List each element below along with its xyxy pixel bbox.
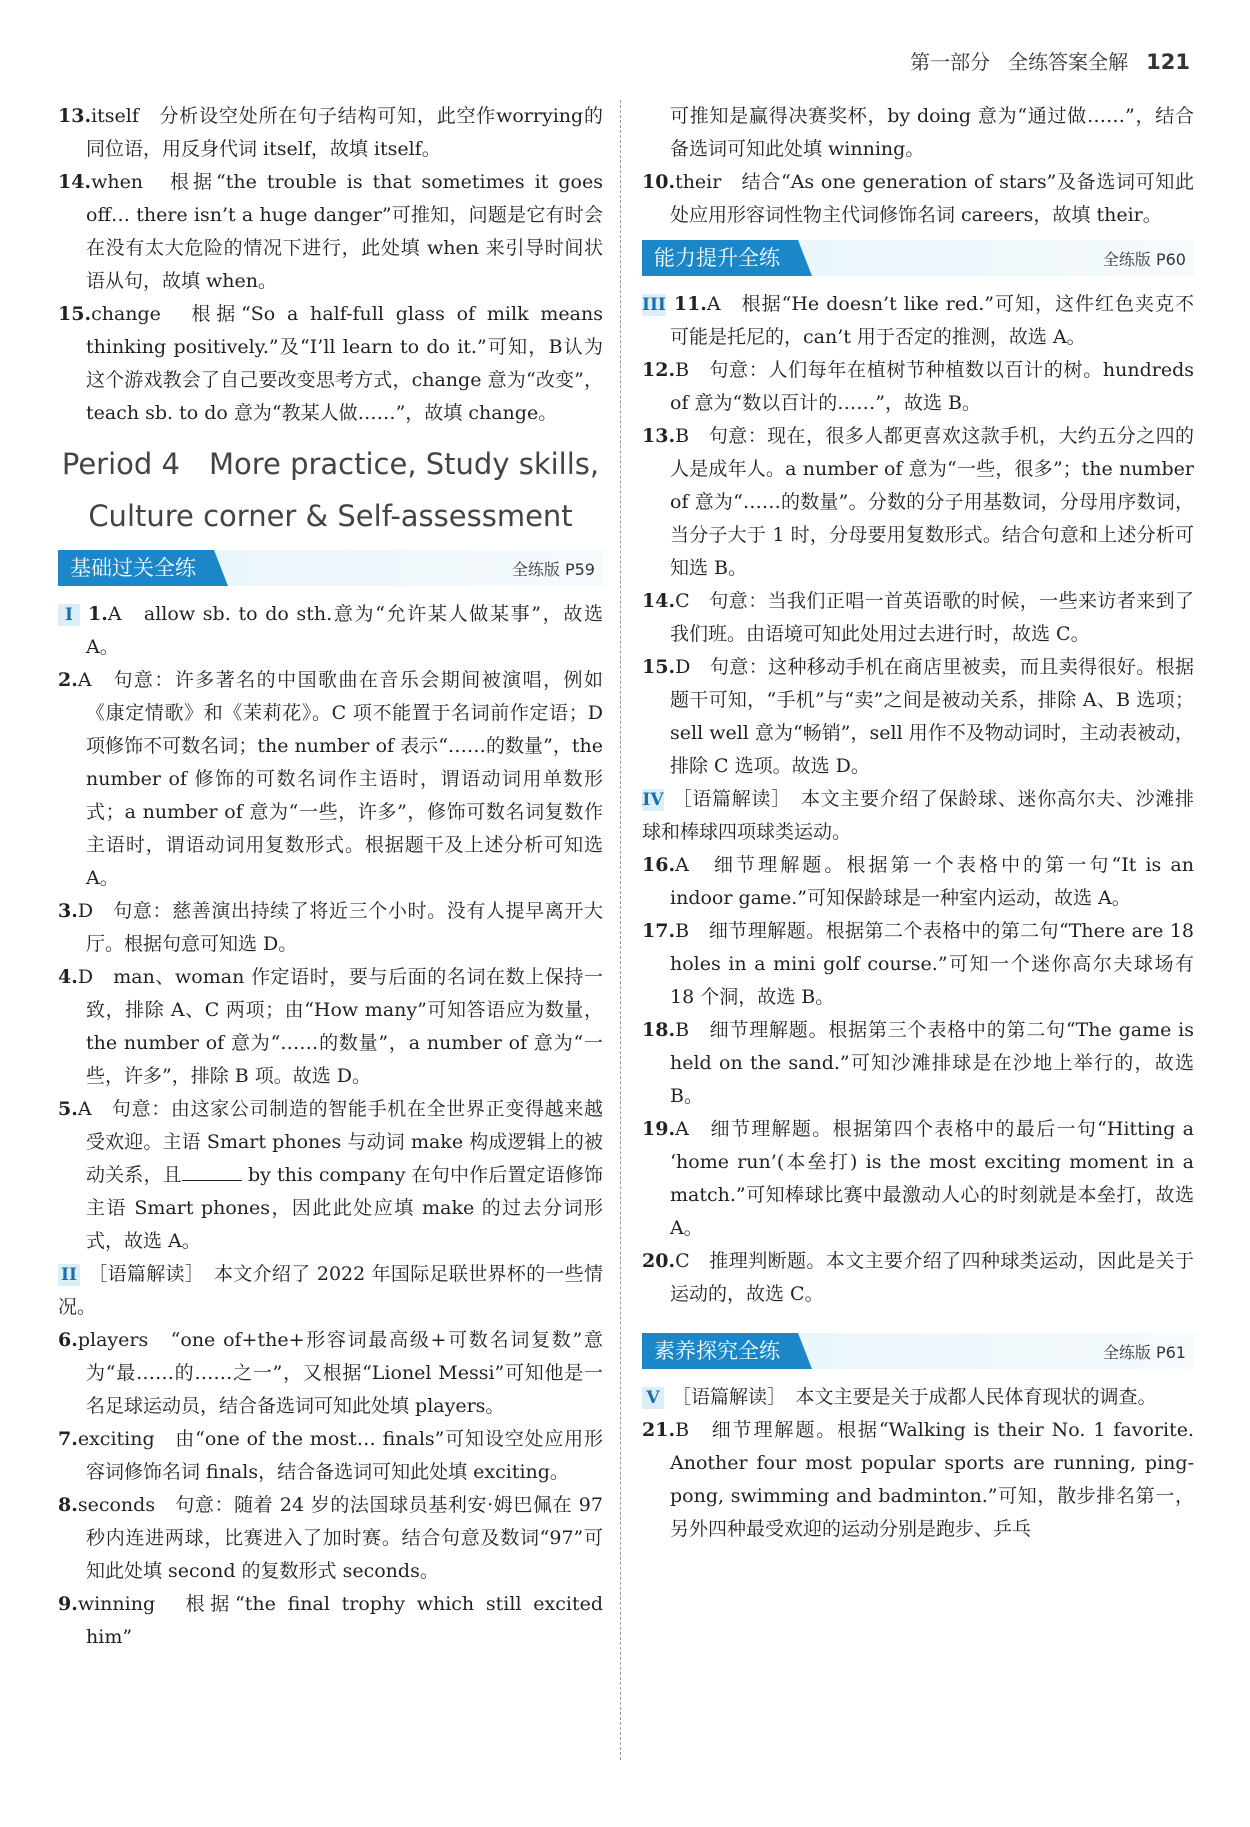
answer-15: 15.change 根据“So a half-full glass of milk means thinking positively.”及“I’ll learn to do it.”可知，B认为这个游戏教会了自己要改变思考方式，change 意为“改变”，teach sb. to do 意为“教某人做……”，故填 change。 xyxy=(58,303,603,424)
column-divider xyxy=(620,100,621,1760)
roman-numeral-badge: III xyxy=(642,295,666,315)
answer-21: 21.B 细节理解题。根据“Walking is their No. 1 favorite. Another four most popular sports are running, ping-pong, swimming and badminton.”可知，散步排名第一，另外四种最受欢迎的运动分别是跑步、乒乓 xyxy=(642,1419,1194,1540)
section-label: 基础过关全练 xyxy=(58,550,214,586)
reading-note-2: II ［语篇解读］ 本文介绍了 2022 年国际足联世界杯的一些情况。 xyxy=(58,1263,603,1318)
roman-numeral-badge: V xyxy=(642,1387,664,1409)
answer-19: 19.A 细节理解题。根据第四个表格中的最后一句“Hitting a ‘home run’(本垒打) is the most exciting moment in a match.”可知棒球比赛中最激动人心的时刻就是本垒打，故选 A。 xyxy=(642,1118,1194,1239)
answer-20: 20.C 推理判断题。本文主要介绍了四种球类运动，因此是关于运动的，故选 C。 xyxy=(642,1250,1194,1305)
period-title-line1: Period 4 More practice, Study skills, xyxy=(61,447,600,481)
section-ref: 全练版 P59 xyxy=(511,559,595,579)
section-banner-basic xyxy=(58,550,603,586)
answer-2: 2.A 句意：许多著名的中国歌曲在音乐会期间被演唱，例如《康定情歌》和《茉莉花》。C 项不能置于名词前作定语；D 项修饰不可数名词；the number of 表示“……的数量”，the number of 修饰的可数名词作主语时，谓语动词用单数形式；a number of 意为“一些，许多”，修饰可数名词复数作主语时，谓语动词用复数形式。根据题干及上述分析可知选 A。 xyxy=(58,669,603,889)
header-part: 第一部分 xyxy=(910,50,991,74)
answer-14b: 14.C 句意：当我们正唱一首英语歌的时候，一些来访者来到了我们班。由语境可知此处用过去进行时，故选 C。 xyxy=(642,590,1194,645)
answer-16: 16.A 细节理解题。根据第一个表格中的第一句“It is an indoor game.”可知保龄球是一种室内运动，故选 A。 xyxy=(642,854,1194,909)
header-book: 全练答案全解 xyxy=(1008,50,1129,74)
answer-18: 18.B 细节理解题。根据第三个表格中的第二句“The game is held on the sand.”可知沙滩排球是在沙地上举行的，故选 B。 xyxy=(642,1019,1194,1107)
section-label: 素养探究全练 xyxy=(642,1333,798,1369)
reading-note-5: V ［语篇解读］ 本文主要是关于成都人民体育现状的调查。 xyxy=(642,1381,1194,1414)
answer-4: 4.D man、woman 作定语时，要与后面的名词在数上保持一致，排除 A、C 两项；由“How many”可知答语应为数量，the number of 意为“……的数量”，a number of 意为“一些，许多”，排除 B 项。故选 D。 xyxy=(58,966,603,1087)
roman-numeral-badge: II xyxy=(58,1264,80,1286)
fill-blank xyxy=(182,1162,242,1181)
answer-13: 13.itself 分析设空处所在句子结构可知，此空作worrying的同位语，用反身代词 itself，故填 itself。 xyxy=(58,105,603,160)
right-column xyxy=(642,100,1194,1546)
roman-numeral-badge: IV xyxy=(642,790,664,810)
answer-7: 7.exciting 由“one of the most… finals”可知设空处应用形容词修饰名词 finals，结合备选词可知此处填 exciting。 xyxy=(58,1428,603,1483)
left-column xyxy=(58,100,603,1654)
answer-11: III 11.A 根据“He doesn’t like red.”可知，这件红色夹克不可能是托尼的，can’t 用于否定的推测，故选 A。 xyxy=(642,293,1194,348)
answer-17: 17.B 细节理解题。根据第二个表格中的第二句“There are 18 holes in a mini golf course.”可知一个迷你高尔夫球场有 18 个洞，故选 B。 xyxy=(642,920,1194,1008)
answer-9: 9.winning 根据“the final trophy which still excited him” xyxy=(58,1593,603,1648)
answer-1: I 1.A allow sb. to do sth.意为“允许某人做某事”，故选 A。 xyxy=(58,598,603,664)
answer-14: 14.when 根据“the trouble is that sometimes it goes off… there isn’t a huge danger”可推知，问题是它有时会在没有太大危险的情况下进行，此处填 when 来引导时间状语从句，故填 when。 xyxy=(58,171,603,292)
answer-8: 8.seconds 句意：随着 24 岁的法国球员基利安·姆巴佩在 97 秒内连进两球，比赛进入了加时赛。结合句意及数词“97”可知此处填 second 的复数形式 seconds。 xyxy=(58,1494,603,1582)
answer-3: 3.D 句意：慈善演出持续了将近三个小时。没有人提早离开大厅。根据句意可知选 D。 xyxy=(58,900,603,955)
answer-12: 12.B 句意：人们每年在植树节种植数以百计的树。hundreds of 意为“数以百计的……”，故选 B。 xyxy=(642,359,1194,414)
section-banner-literacy xyxy=(642,1333,1194,1369)
page-number: 121 xyxy=(1146,50,1190,74)
answer-5: 5.A 句意：由这家公司制造的智能手机在全世界正变得越来越受欢迎。主语 Smart phones 与动词 make 构成逻辑上的被动关系，且 by this company 在句中作后置定语修饰主语 Smart phones，因此此处应填 make 的过去分词形式，故选 A。 xyxy=(58,1098,603,1252)
running-header xyxy=(910,46,1190,75)
answer-13b: 13.B 句意：现在，很多人都更喜欢这款手机，大约五分之四的人是成年人。a number of 意为“一些，很多”；the number of 意为“……的数量”。分数的分子用基数词，分母用序数词，当分子大于 1 时，分母要用复数形式。结合句意和上述分析可知选 B。 xyxy=(642,425,1194,579)
roman-numeral-badge: I xyxy=(58,604,80,626)
answer-9-continued: 可推知是赢得决赛奖杯，by doing 意为“通过做……”，结合备选词可知此处填 winning。 xyxy=(670,105,1194,160)
answer-6: 6.players “one of+the+形容词最高级+可数名词复数”意为“最……的……之一”，又根据“Lionel Messi”可知他是一名足球运动员，结合备选词可知此处填 players。 xyxy=(58,1329,603,1417)
section-ref: 全练版 P60 xyxy=(1102,249,1186,269)
period-title xyxy=(58,438,603,542)
reading-note-4: IV ［语篇解读］ 本文主要介绍了保龄球、迷你高尔夫、沙滩排球和棒球四项球类运动。 xyxy=(642,788,1194,843)
section-label: 能力提升全练 xyxy=(642,240,798,276)
section-ref: 全练版 P61 xyxy=(1102,1342,1186,1362)
answer-10: 10.their 结合“As one generation of stars”及备选词可知此处应用形容词性物主代词修饰名词 careers，故填 their。 xyxy=(642,171,1194,226)
period-title-line2: Culture corner & Self-assessment xyxy=(88,499,573,533)
section-banner-advanced xyxy=(642,240,1194,276)
answer-15b: 15.D 句意：这种移动手机在商店里被卖，而且卖得很好。根据题干可知，“手机”与“卖”之间是被动关系，排除 A、B 选项；sell well 意为“畅销”，sell 用作不及物动词时，主动表被动，排除 C 选项。故选 D。 xyxy=(642,656,1194,777)
